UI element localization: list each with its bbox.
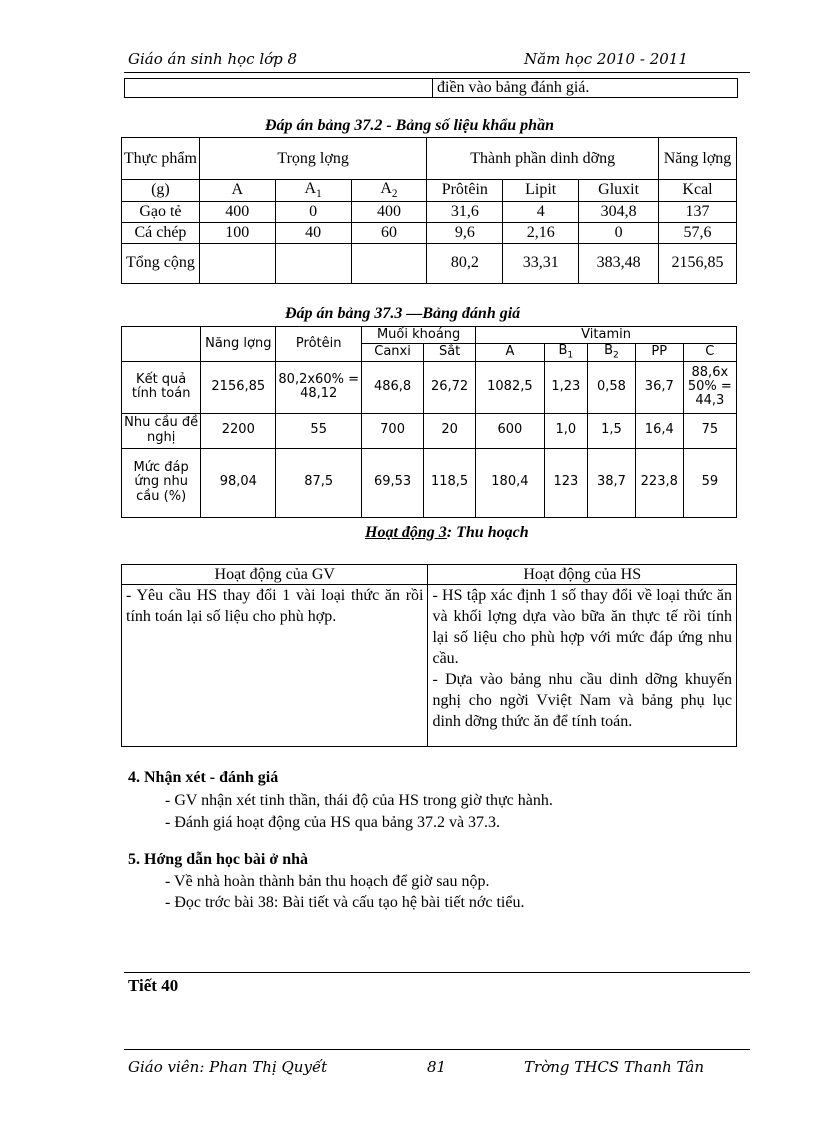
table-cell: 1,0 [544,413,587,448]
unit-cell: A [199,180,275,202]
table-cell: 118,5 [424,448,476,517]
section4-line: - GV nhận xét tinh thần, thái độ của HS trong giờ thực hành. [165,792,553,809]
continuation-table [124,78,738,98]
table-cell: 59 [683,448,736,517]
activity3-title-rest: : Thu hoạch [446,524,529,541]
table-cell: 20 [424,413,476,448]
table-cell: 600 [476,413,544,448]
table-cell: 80,2 [427,243,503,283]
table-cell: 2156,85 [201,361,276,413]
table-cell: 40 [275,222,351,243]
hs-header: Hoạt động của HS [428,565,737,585]
unit-cell: Gluxit [579,180,659,202]
table-cell: 2156,85 [659,243,737,283]
table-cell: 69,53 [362,448,424,517]
unit-cell: Lipit [503,180,579,202]
footer-school: Trờng THCS Thanh Tân [524,1058,704,1076]
activity3-title [365,524,529,542]
table-cell: 304,8 [579,201,659,222]
table-cell: 486,8 [362,361,424,413]
table-cell: 4 [503,201,579,222]
table-cell [275,243,351,283]
table-cell: 87,5 [276,448,362,517]
table-cell: 9,6 [427,222,503,243]
hs-activity-text: - HS tập xác định 1 số thay đổi về loại thức ăn và khối lợng dựa vào bữa ăn thực tế rồi tính lại số liệu cho phù hợp với mức đáp ứng nhu cầu. [432,587,732,667]
lesson-rule [124,972,750,973]
footer-teacher: Giáo viên: Phan Thị Quyết [128,1058,328,1076]
table-cell: 57,6 [659,222,737,243]
table-cell: 1,23 [544,361,587,413]
table-cell: 31,6 [427,201,503,222]
section5-line: - Về nhà hoàn thành bản thu hoạch để giờ sau nộp. [165,873,490,890]
header-food: Thực phẩm [122,138,200,180]
section4-title: 4. Nhận xét - đánh giá [128,769,279,786]
row-label: Kết quả tính toán [122,361,201,413]
unit-cell: $A_2$ [351,180,427,202]
unit-cell: (g) [122,180,200,202]
table-cell: 0 [579,222,659,243]
table-cell: 1,5 [588,413,636,448]
gv-header: Hoạt động của GV [122,565,428,585]
table-cell: 223,8 [635,448,683,517]
header-minerals: Muối khoáng [362,327,476,344]
table1-caption: Đáp án bảng 37.2 - Bảng số liệu khẩu phần [265,117,554,134]
table-cell: 180,4 [476,448,544,517]
sub-header: Canxi [362,344,424,362]
table-cell: 33,31 [503,243,579,283]
unit-cell: $A_1$ [275,180,351,202]
sub-header: $B_2$ [588,344,636,362]
header-left: Giáo án sinh học lớp 8 [128,50,298,68]
continuation-text: điền vào bảng đánh giá. [433,79,738,98]
footer-rule [124,1049,750,1050]
header-protein: Prôtêin [276,327,362,362]
header-rule [124,72,750,73]
activity3-title-underlined: Hoạt động 3 [365,524,447,541]
table-cell: 0,58 [588,361,636,413]
table-cell: 38,7 [588,448,636,517]
sub-header: Sắt [424,344,476,362]
header-nutrients: Thành phần dinh dỡng [427,138,659,180]
header-energy: Năng lợng [201,327,276,362]
activity-table [121,564,737,747]
footer-page-number: 81 [427,1058,447,1076]
table-cell: 26,72 [424,361,476,413]
table-cell: 2200 [201,413,276,448]
unit-cell: Prôtêin [427,180,503,202]
table-cell: 60 [351,222,427,243]
table-cell: 36,7 [635,361,683,413]
table-cell: 137 [659,201,737,222]
hs-activity-cell [428,585,737,747]
table-cell: 400 [351,201,427,222]
table2-caption: Đáp án bảng 37.3 —Bảng đánh giá [285,305,521,322]
header-energy: Năng lợng [659,138,737,180]
header-right: Năm học 2010 - 2011 [524,50,688,68]
gv-activity-text: - Yêu cầu HS thay đổi 1 vài loại thức ăn rồi tính toán lại số liệu cho phù hợp. [122,585,428,747]
section4-line: - Đánh giá hoạt động của HS qua bảng 37.2 và 37.3. [165,814,501,831]
corner-cell [122,327,201,362]
table-cell: Cá chép [122,222,200,243]
header-weight: Trọng lợng [199,138,427,180]
header-vitamin: Vitamin [476,327,737,344]
table-cell: 400 [199,201,275,222]
lesson-title: Tiết 40 [128,976,179,995]
table-cell: 700 [362,413,424,448]
table-cell: 100 [199,222,275,243]
table-cell [199,243,275,283]
section5-line: - Đọc trớc bài 38: Bài tiết và cấu tạo hệ bài tiết nớc tiểu. [165,894,525,911]
table-cell: 1082,5 [476,361,544,413]
sub-header: PP [635,344,683,362]
table-cell: 75 [683,413,736,448]
table-cell: 55 [276,413,362,448]
hs-activity-text-2: - Dựa vào bảng nhu cầu dinh dỡng khuyến nghị cho ngời Vviệt Nam và bảng phụ lục dinh dỡng thức ăn để tính toán. [432,671,732,730]
table-cell: 0 [275,201,351,222]
sub-header: $B_1$ [544,344,587,362]
table-cell: 123 [544,448,587,517]
sub-header: C [683,344,736,362]
table-cell: 98,04 [201,448,276,517]
row-label: Mức đáp ứng nhu cầu (%) [122,448,201,517]
table-cell: 80,2x60% = 48,12 [276,361,362,413]
table-cell: Tổng cộng [122,243,200,283]
sub-header: A [476,344,544,362]
table-cell [351,243,427,283]
table-cell: 383,48 [579,243,659,283]
table-cell: 88,6x 50% = 44,3 [683,361,736,413]
table-cell: 16,4 [635,413,683,448]
row-label: Nhu cầu đề nghị [122,413,201,448]
table-37-3 [121,326,737,518]
table-37-2 [121,137,737,284]
table-cell: 2,16 [503,222,579,243]
section5-title: 5. Hớng dẫn học bài ở nhà [128,851,308,868]
unit-cell: Kcal [659,180,737,202]
table-cell: Gạo tẻ [122,201,200,222]
